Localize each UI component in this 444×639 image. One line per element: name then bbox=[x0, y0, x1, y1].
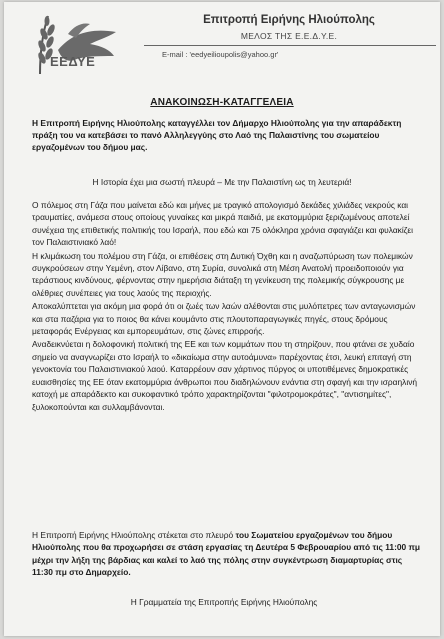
organization-name: Επιτροπή Ειρήνης Ηλιούπολης bbox=[203, 14, 375, 26]
final-paragraph-bold: του Σωματείου εργαζομένων του δήμου Ηλιούπολης που θα προχωρήσει σε στάση εργασίας τη Δευτέρα 5 Φεβρουαρίου από τις 11:00 πμ μέχρι την λήξη της βάρδιας και καλεί το λαό της πόλης στην συγκέντρωση διαμαρτυρίας στις 11:30 πμ στο Δημαρχείο. bbox=[32, 530, 421, 578]
document-heading: ΑΝΑΚΟΙΝΩΣΗ-ΚΑΤΑΓΓΕΛΕΙΑ bbox=[150, 97, 294, 108]
slogan-quote: Η Ιστορία έχει μια σωστή πλευρά – Με την Παλαιστίνη ως τη λευτεριά! bbox=[92, 177, 352, 187]
organization-membership: ΜΕΛΟΣ ΤΗΣ Ε.Ε.Δ.Υ.Ε. bbox=[240, 31, 338, 41]
paragraph-eu-policy: Αναδεικνύεται η δολοφονική πολιτική της ΕΕ και των κομμάτων που τη στηρίζουν, που φτάνει σε χυδαίο σημείο να αναγνωρίζει στο Ισραήλ το «δικαίωμα στην αυτοάμυνα» παρέχοντας έτσι, λευκή επιταγή στη γενοκτονία του Παλαιστινιακού λαού. Καταρρέουν σαν χάρτινος πύργος οι υποτιθέμενες δημοκρατικές ευαισθησίες της ΕΕ όταν εκατομμύρια άνθρωποι που διαδηλώνουν ενάντια στη σφαγή και την ισραηλινή κατοχή με απαράδεκτο και συκοφαντικό τρόπο χαρακτηρίζονται "φιλοτρομοκράτες", "αντισημίτες", ξυλοκοπούνται και συλλαμβάνονται. bbox=[32, 339, 418, 412]
logo-label: ΕΕΔΥΕ bbox=[50, 54, 96, 69]
final-paragraph-plain: Η Επιτροπή Ειρήνης Ηλιούπολης στέκεται στο πλευρό bbox=[32, 530, 236, 540]
body-text bbox=[32, 199, 424, 414]
document-page bbox=[4, 2, 440, 636]
dove-wheat-logo-icon bbox=[18, 10, 128, 88]
final-paragraph bbox=[32, 529, 424, 579]
organization-email: E-mail : 'eedyeilioupolis@yahoo.gr' bbox=[162, 50, 279, 59]
paragraph-gaza: Ο πόλεμος στη Γάζα που μαίνεται εδώ και μήνες με τραγικό απολογισμό δεκάδες χιλιάδες νεκρούς και τραυματίες, ανάμεσα στους οποίους γυναίκες και μικρά παιδιά, με εκατομμύρια ξεριζωμένους αποτελεί συνέχεια της επιθετικής πολιτικής του Ισραήλ, που εδώ και 75 ολόκληρα χρόνια σφαγιάζει και φυλακίζει τον Παλαιστινιακό λαό! bbox=[32, 200, 414, 248]
intro-paragraph: Η Επιτροπή Ειρήνης Ηλιούπολης καταγγέλλει τον Δήμαρχο Ηλιούπολης για την απαράδεκτη πράξη του να κατεβάσει το πανό Αλληλεγγύης στο Λαό της Παλαιστίνης του σωματείου εργαζομένων του δήμου μας. bbox=[32, 118, 402, 152]
paragraph-rivalries: Αποκαλύπτεται για ακόμη μια φορά ότι οι ζωές των λαών αλέθονται στις μυλόπετρες των ανταγωνισμών και στα παζάρια για το ποιος θα κάνει κουμάντο στις πλουτοπαραγωγικές πηγές, στους δρόμους μεταφοράς Ενέργειας και εμπορευμάτων, στις ζώνες επιρροής. bbox=[32, 301, 416, 337]
signature: Η Γραμματεία της Επιτροπής Ειρήνης Ηλιούπολης bbox=[130, 597, 318, 607]
paragraph-escalation: Η κλιμάκωση του πολέμου στη Γάζα, οι επιθέσεις στη Δυτική Όχθη και η αναζωπύρωση των πολεμικών συγκρούσεων στην Υεμένη, στον Λίβανο, στη Συρία, συνολικά στη Μέση Ανατολή προειδοποιούν για τεράστιους κινδύνους, φέρνοντας στην ημερήσια διάταξη τη γενίκευση της πολεμικής σύγκρουσης με ολέθριες συνέπειες για τους λαούς της περιοχής. bbox=[32, 250, 413, 298]
header-divider bbox=[144, 45, 436, 46]
